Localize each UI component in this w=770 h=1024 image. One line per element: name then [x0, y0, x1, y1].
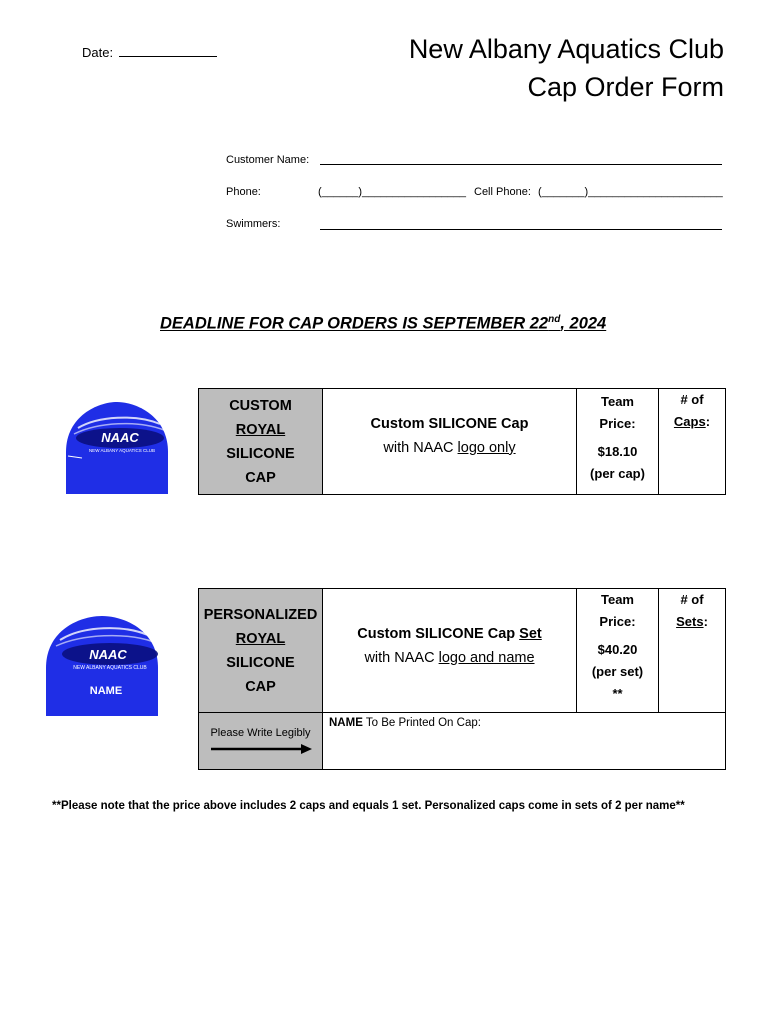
custom-cap-table [198, 388, 726, 495]
cap-logo-text: NAAC [101, 430, 139, 445]
deadline-year: , 2024 [560, 314, 607, 333]
custom-cap-label: CUSTOM ROYAL SILICONE CAP [199, 389, 323, 495]
personalized-cap-table [198, 588, 726, 770]
personalized-cap-label: PERSONALIZED ROYAL SILICONE CAP [199, 589, 323, 713]
deadline-notice [160, 314, 606, 334]
phone-field[interactable]: (______)_________________ [318, 186, 467, 198]
cell-phone-label: Cell Phone: [474, 186, 531, 198]
cell-phone-field[interactable]: (_______)______________________ [538, 186, 723, 198]
personalized-cap-image [38, 612, 168, 720]
custom-cap-description: Custom SILICONE Cap with NAAC logo only [323, 389, 577, 495]
swimmers-field[interactable] [320, 229, 722, 230]
custom-cap-quantity[interactable]: # of Caps: [659, 389, 726, 495]
personalized-cap-description: Custom SILICONE Cap Set with NAAC logo and name [323, 589, 577, 713]
title-line-1: New Albany Aquatics Club [408, 34, 724, 64]
cap-club-text: NEW ALBANY AQUATICS CLUB [73, 665, 147, 671]
cap-club-text: NEW ALBANY AQUATICS CLUB [88, 448, 156, 453]
customer-name-label: Customer Name: [226, 154, 310, 166]
page-title [409, 30, 724, 106]
swimmers-label: Swimmers: [226, 218, 281, 230]
phone-label: Phone: [226, 186, 261, 198]
custom-cap-image [52, 398, 182, 498]
footnote: **Please note that the price above includes 2 caps and equals 1 set. Personalized caps come in sets of 2 per name** [52, 800, 685, 812]
personalized-cap-quantity[interactable]: # of Sets: [659, 589, 726, 713]
cap-name-text: NAME [89, 685, 123, 697]
date-label: Date: [82, 45, 114, 60]
date-field[interactable] [82, 44, 217, 60]
please-write-legibly-cell [199, 713, 323, 770]
custom-cap-price: Team Price: $18.10 (per cap) [577, 389, 659, 495]
deadline-sup: nd [548, 314, 561, 325]
date-blank[interactable] [119, 44, 217, 57]
cap-logo-text: NAAC [89, 647, 127, 662]
arrow-right-icon [209, 743, 313, 755]
title-line-2: Cap Order Form [527, 72, 724, 102]
name-to-print-field[interactable]: NAME To Be Printed On Cap: [323, 713, 726, 770]
customer-name-field[interactable] [320, 164, 722, 165]
personalized-cap-price: Team Price: $40.20 (per set) ** [577, 589, 659, 713]
please-write-legibly: Please Write Legibly [210, 727, 311, 739]
deadline-text: DEADLINE FOR CAP ORDERS IS SEPTEMBER 22 [160, 314, 549, 333]
